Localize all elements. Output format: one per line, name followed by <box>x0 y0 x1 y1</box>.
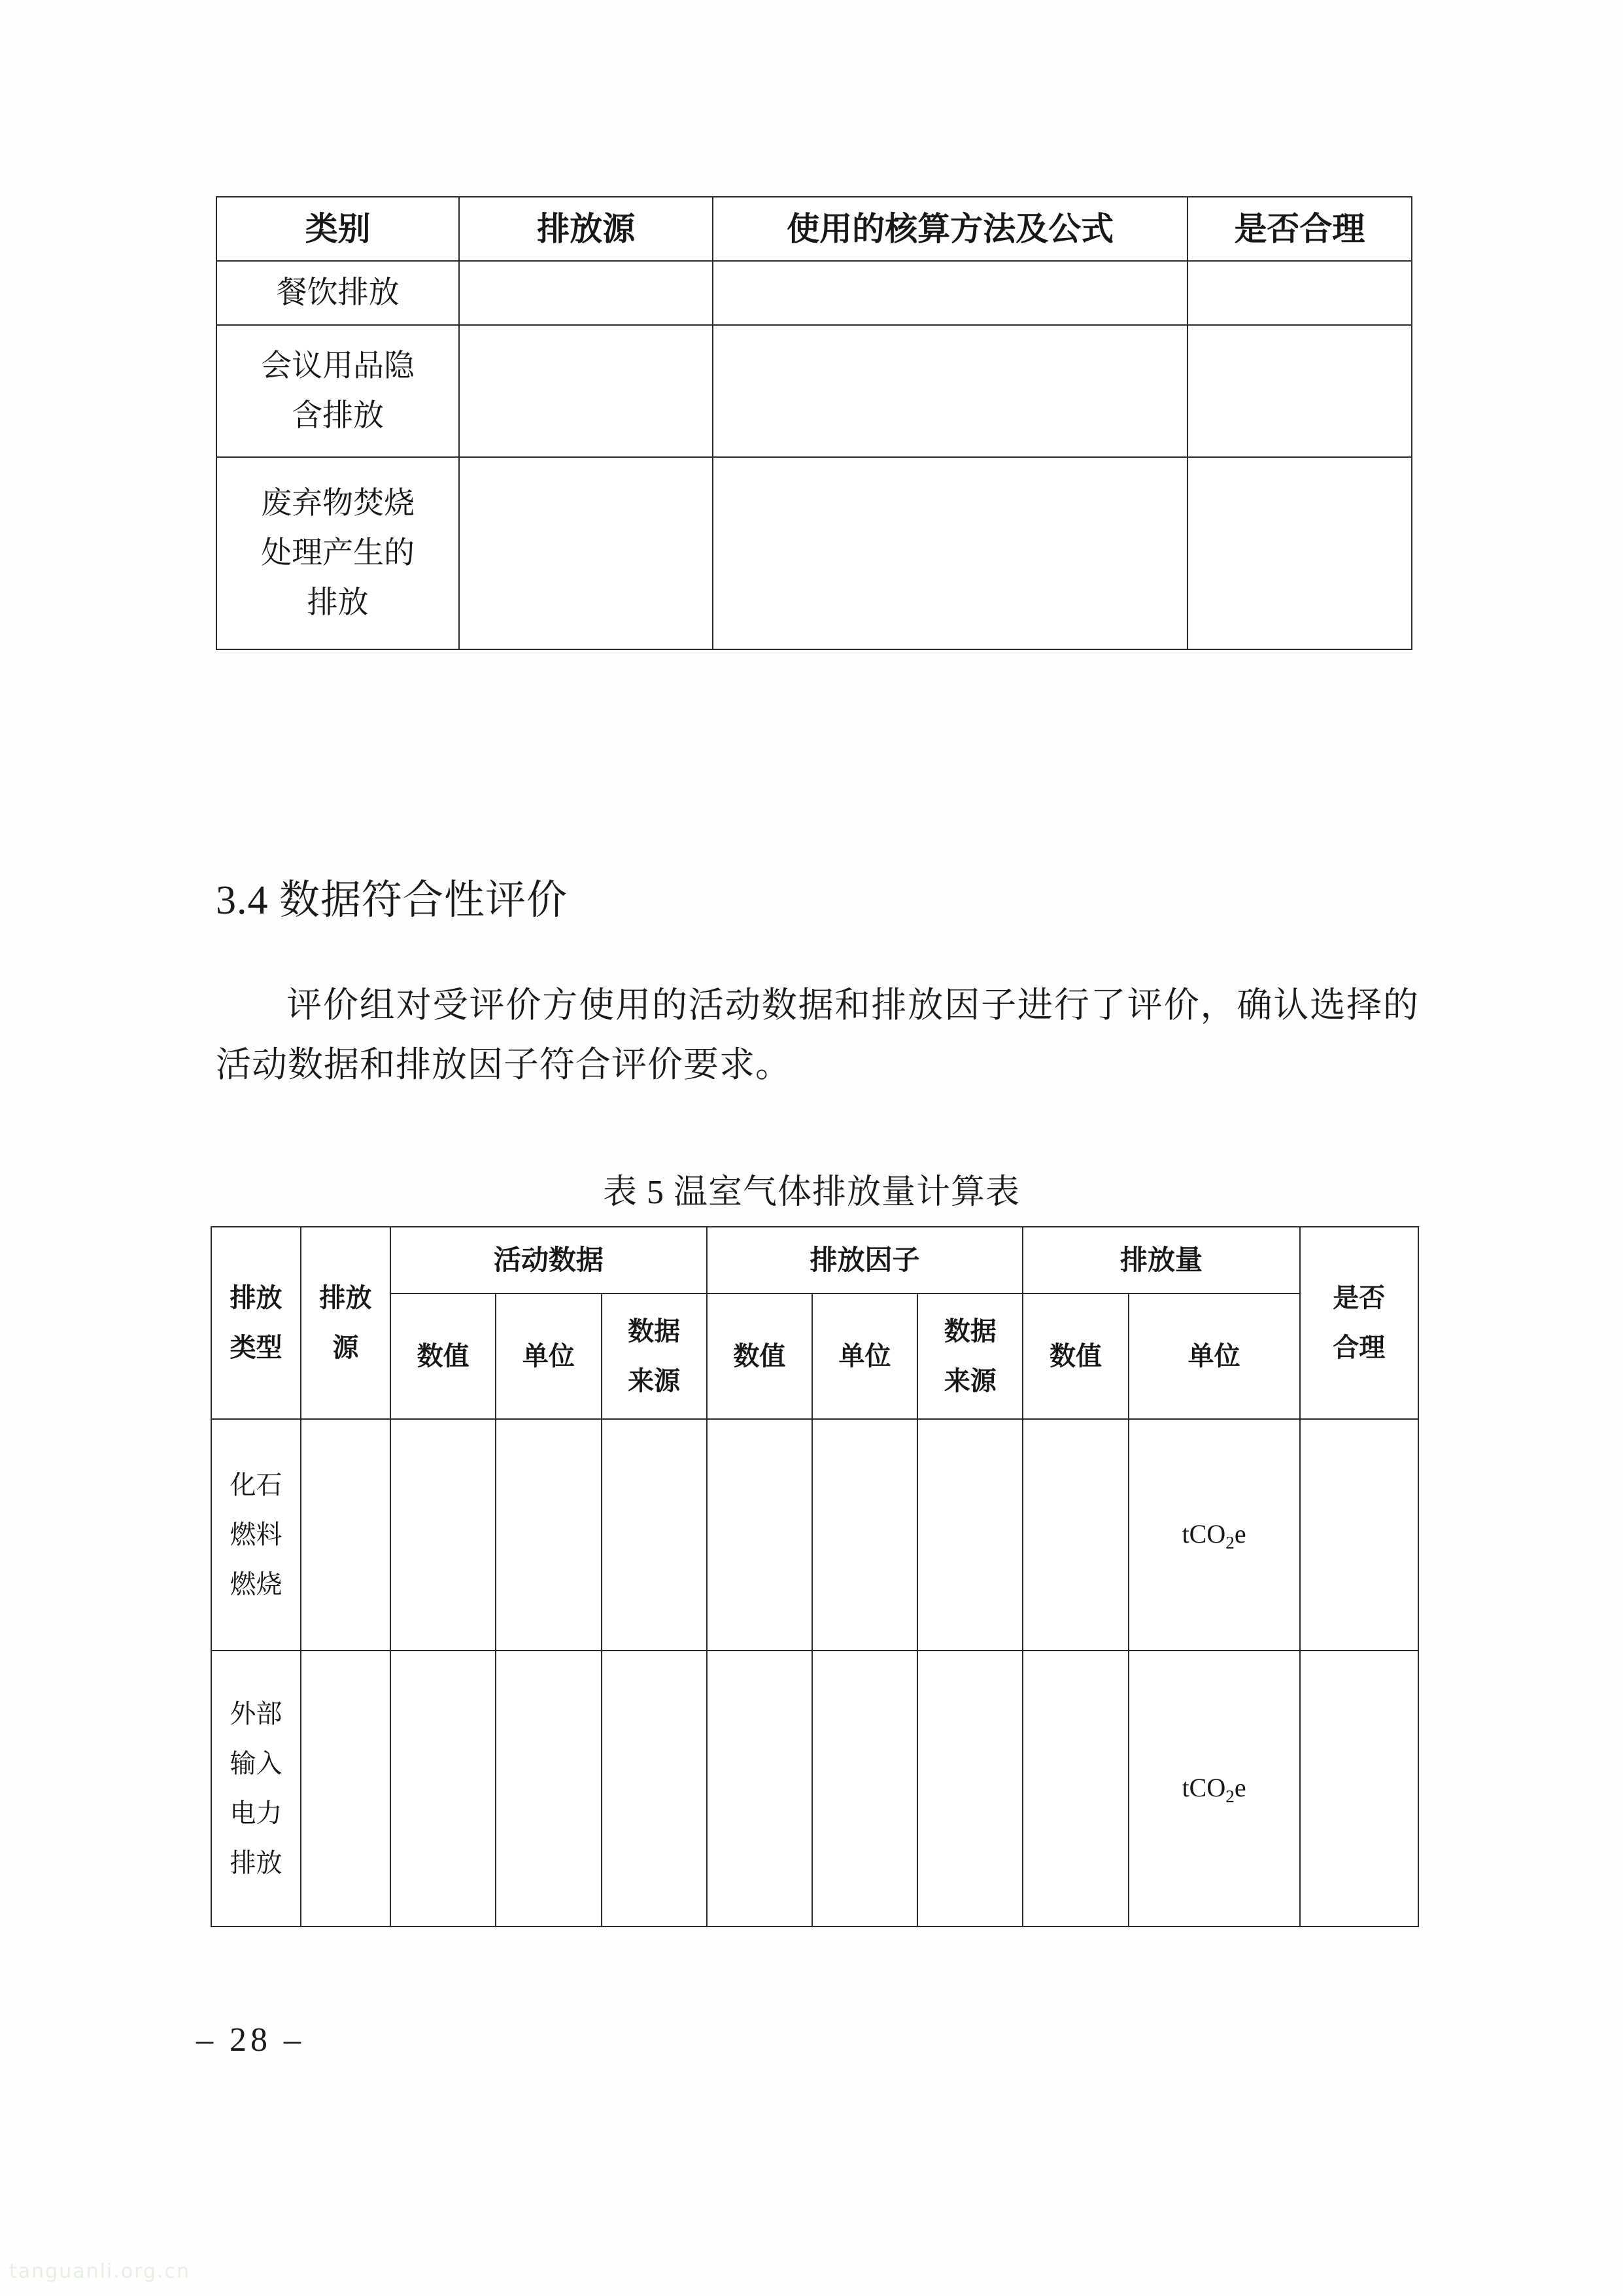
header-is-reasonable: 是否合理 <box>1187 197 1412 261</box>
cell-category <box>216 261 459 325</box>
type-line: 燃烧 <box>230 1569 282 1599</box>
cell-activity-value[interactable] <box>390 1419 496 1651</box>
cell-activity-data-source[interactable] <box>602 1651 707 1927</box>
cell-emission-type <box>211 1419 301 1651</box>
cell-emission-unit: tCO$_2$e <box>1129 1651 1300 1927</box>
cell-method-formula[interactable] <box>713 457 1187 649</box>
cell-activity-unit[interactable] <box>496 1651 601 1927</box>
ghg-emission-calculation-table <box>211 1226 1419 1927</box>
type-line: 排放 <box>230 1848 282 1877</box>
cell-is-reasonable[interactable] <box>1187 457 1412 649</box>
cell-category <box>216 457 459 649</box>
section-heading <box>216 867 568 925</box>
cell-emission-unit: tCO$_2$e <box>1129 1419 1300 1651</box>
cell-factor-value[interactable] <box>707 1651 812 1927</box>
header-activity-unit: 单位 <box>496 1294 601 1419</box>
section-title: 数据符合性评价 <box>279 878 568 923</box>
section-number: 3.4 <box>216 878 269 923</box>
cell-factor-data-source[interactable] <box>917 1419 1023 1651</box>
category-line: 废弃物焚烧 <box>261 486 415 521</box>
cell-factor-value[interactable] <box>707 1419 812 1651</box>
header-emission-source-lines <box>301 1273 390 1373</box>
category-line: 处理产生的 <box>261 536 415 570</box>
cell-emission-source[interactable] <box>301 1651 390 1927</box>
header-factor-unit: 单位 <box>812 1294 917 1419</box>
table-row <box>216 325 1412 457</box>
header-factor-value: 数值 <box>707 1294 812 1419</box>
type-line: 电力 <box>230 1798 282 1828</box>
table5-caption: 表 5 温室气体排放量计算表 <box>602 1174 1020 1211</box>
cell-emission-source[interactable] <box>459 261 713 325</box>
header-activity-data: 活动数据 <box>390 1227 707 1294</box>
header-data-source-lines <box>918 1307 1022 1406</box>
type-line: 燃料 <box>230 1520 282 1549</box>
category-line: 餐饮排放 <box>276 275 400 310</box>
header-line: 来源 <box>628 1366 681 1396</box>
category-line: 排放 <box>307 586 369 621</box>
header-is-reasonable-lines <box>1301 1273 1418 1373</box>
header-method-formula: 使用的核算方法及公式 <box>713 197 1187 261</box>
header-emission-type-lines <box>212 1273 300 1373</box>
header-activity-data-source <box>602 1294 707 1419</box>
cell-emission-value[interactable] <box>1023 1651 1128 1927</box>
header-line: 合理 <box>1333 1333 1386 1363</box>
emission-type-lines <box>212 1460 300 1609</box>
cell-method-formula[interactable] <box>713 325 1187 457</box>
type-line: 化石 <box>230 1470 282 1499</box>
header-category: 类别 <box>216 197 459 261</box>
category-line: 含排放 <box>292 399 384 433</box>
header-emission-amount: 排放量 <box>1023 1227 1299 1294</box>
header-line: 数据 <box>628 1316 681 1346</box>
header-activity-value: 数值 <box>390 1294 496 1419</box>
emission-category-table <box>216 196 1412 650</box>
table-group-header-row <box>211 1227 1418 1294</box>
cell-factor-unit[interactable] <box>812 1651 917 1927</box>
cell-is-reasonable[interactable] <box>1187 325 1412 457</box>
cell-activity-data-source[interactable] <box>602 1419 707 1651</box>
header-line: 是否 <box>1333 1283 1386 1313</box>
table-sub-header-row <box>211 1294 1418 1419</box>
cell-activity-unit[interactable] <box>496 1419 601 1651</box>
table-row <box>211 1651 1418 1927</box>
header-line: 数据 <box>944 1316 997 1346</box>
table-row <box>211 1419 1418 1651</box>
header-emission-unit: 单位 <box>1129 1294 1300 1419</box>
header-is-reasonable <box>1300 1227 1418 1419</box>
header-emission-factor: 排放因子 <box>707 1227 1023 1294</box>
header-data-source-lines <box>602 1307 706 1406</box>
table-row <box>216 457 1412 649</box>
category-line: 会议用品隐 <box>261 349 415 383</box>
cell-is-reasonable[interactable] <box>1187 261 1412 325</box>
emission-category-table-container <box>216 196 1412 650</box>
cell-is-reasonable[interactable] <box>1300 1651 1418 1927</box>
header-line: 类型 <box>230 1333 282 1363</box>
cell-emission-source[interactable] <box>459 457 713 649</box>
header-emission-source <box>301 1227 390 1419</box>
emission-type-lines <box>212 1689 300 1888</box>
header-emission-type <box>211 1227 301 1419</box>
site-watermark: tanguanli.org.cn <box>9 2260 191 2283</box>
cell-emission-source[interactable] <box>459 325 713 457</box>
cell-emission-type <box>211 1651 301 1927</box>
table-row <box>216 261 1412 325</box>
header-emission-value: 数值 <box>1023 1294 1128 1419</box>
cell-emission-source[interactable] <box>301 1419 390 1651</box>
section-paragraph: 评价组对受评价方使用的活动数据和排放因子进行了评价，确认选择的活动数据和排放因子符合评价要求。 <box>216 985 1419 1084</box>
header-factor-data-source <box>917 1294 1023 1419</box>
cell-factor-unit[interactable] <box>812 1419 917 1651</box>
cell-category <box>216 325 459 457</box>
cell-activity-value[interactable] <box>390 1651 496 1927</box>
cell-method-formula[interactable] <box>713 261 1187 325</box>
header-line: 排放 <box>230 1283 282 1313</box>
cell-is-reasonable[interactable] <box>1300 1419 1418 1651</box>
type-line: 外部 <box>230 1699 282 1728</box>
ghg-emission-calculation-table-container <box>211 1226 1419 1927</box>
header-line: 源 <box>332 1333 359 1363</box>
cell-factor-data-source[interactable] <box>917 1651 1023 1927</box>
header-line: 来源 <box>944 1366 997 1396</box>
page-number: – 28 – <box>196 2021 305 2059</box>
type-line: 输入 <box>230 1749 282 1778</box>
table-header-row <box>216 197 1412 261</box>
cell-emission-value[interactable] <box>1023 1419 1128 1651</box>
header-line: 排放 <box>319 1283 372 1313</box>
header-emission-source: 排放源 <box>459 197 713 261</box>
